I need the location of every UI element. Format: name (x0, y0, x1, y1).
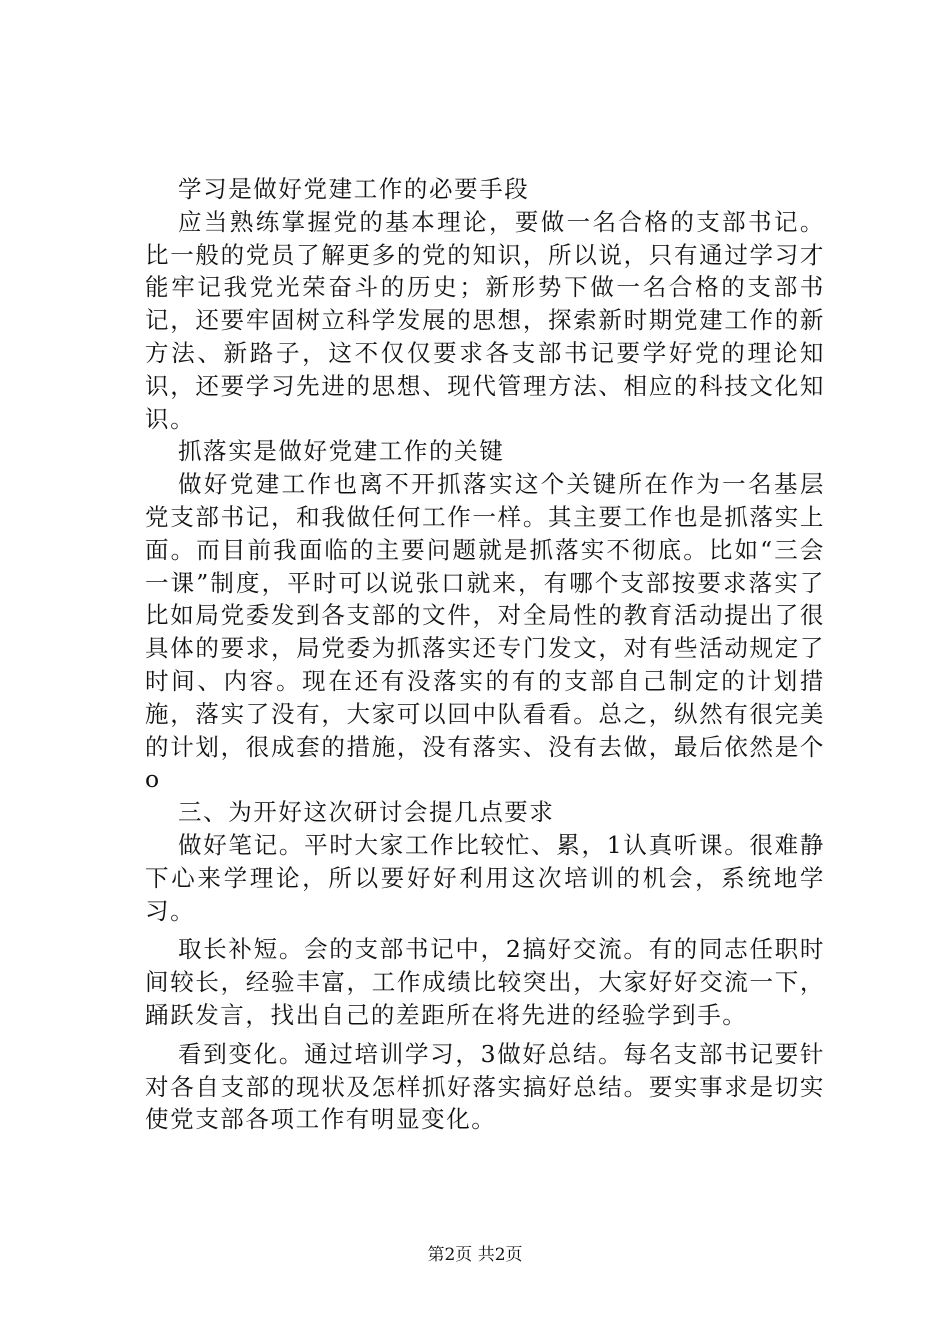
paragraph-requirement-exchange: 取长补短。会的支部书记中，2搞好交流。有的同志任职时间较长，经验丰富，工作成绩比较突出，大家好好交流一下，踊跃发言，找出自己的差距所在将先进的经验学到手。 (145, 935, 825, 1029)
section-heading-requirements: 三、为开好这次研讨会提几点要求 (178, 798, 555, 827)
paragraph-requirement-notes: 做好笔记。平时大家工作比较忙、累，1认真听课。很难静下心来学理论，所以要好好利用这次培训的机会，系统地学习。 (145, 830, 825, 925)
section-heading-implementation: 抓落实是做好党建工作的关键 (178, 437, 505, 466)
document-body (145, 173, 825, 1136)
page-footer (0, 1243, 950, 1267)
paragraph-study: 应当熟练掌握党的基本理论，要做一名合格的支部书记。比一般的党员了解更多的党的知识，所以说，只有通过学习才能牢记我党光荣奋斗的历史；新形势下做一名合格的支部书记，还要牢固树立科学发展的思想，探索新时期党建工作的新方法、新路子，这不仅仅要求各支部书记要学好党的理论知识，还要学习先进的思想、现代管理方法、相应的科技文化知识。 (145, 207, 825, 433)
paragraph-requirement-summary: 看到变化。通过培训学习，3做好总结。每名支部书记要针对各自支部的现状及怎样抓好落实搞好总结。要实事求是切实使党支部各项工作有明显变化。 (145, 1039, 825, 1134)
section-heading-study: 学习是做好党建工作的必要手段 (178, 175, 530, 203)
page-total: 共2页 (477, 1245, 523, 1265)
paragraph-implementation: 做好党建工作也离不开抓落实这个关键所在作为一名基层党支部书记，和我做任何工作一样。其主要工作也是抓落实上面。而目前我面临的主要问题就是抓落实不彻底。比如“三会一课”制度，平时可以说张口就来，有哪个支部按要求落实了比如局党委发到各支部的文件，对全局性的教育活动提出了很具体的要求，局党委为抓落实还专门发文，对有些活动规定了时间、内容。现在还有没落实的有的支部自己制定的计划措施，落实了没有，大家可以回中队看看。总之，纵然有很完美的计划，很成套的措施，没有落实、没有去做，最后依然是个o (145, 470, 825, 794)
page-number: 第2页 (427, 1245, 473, 1265)
